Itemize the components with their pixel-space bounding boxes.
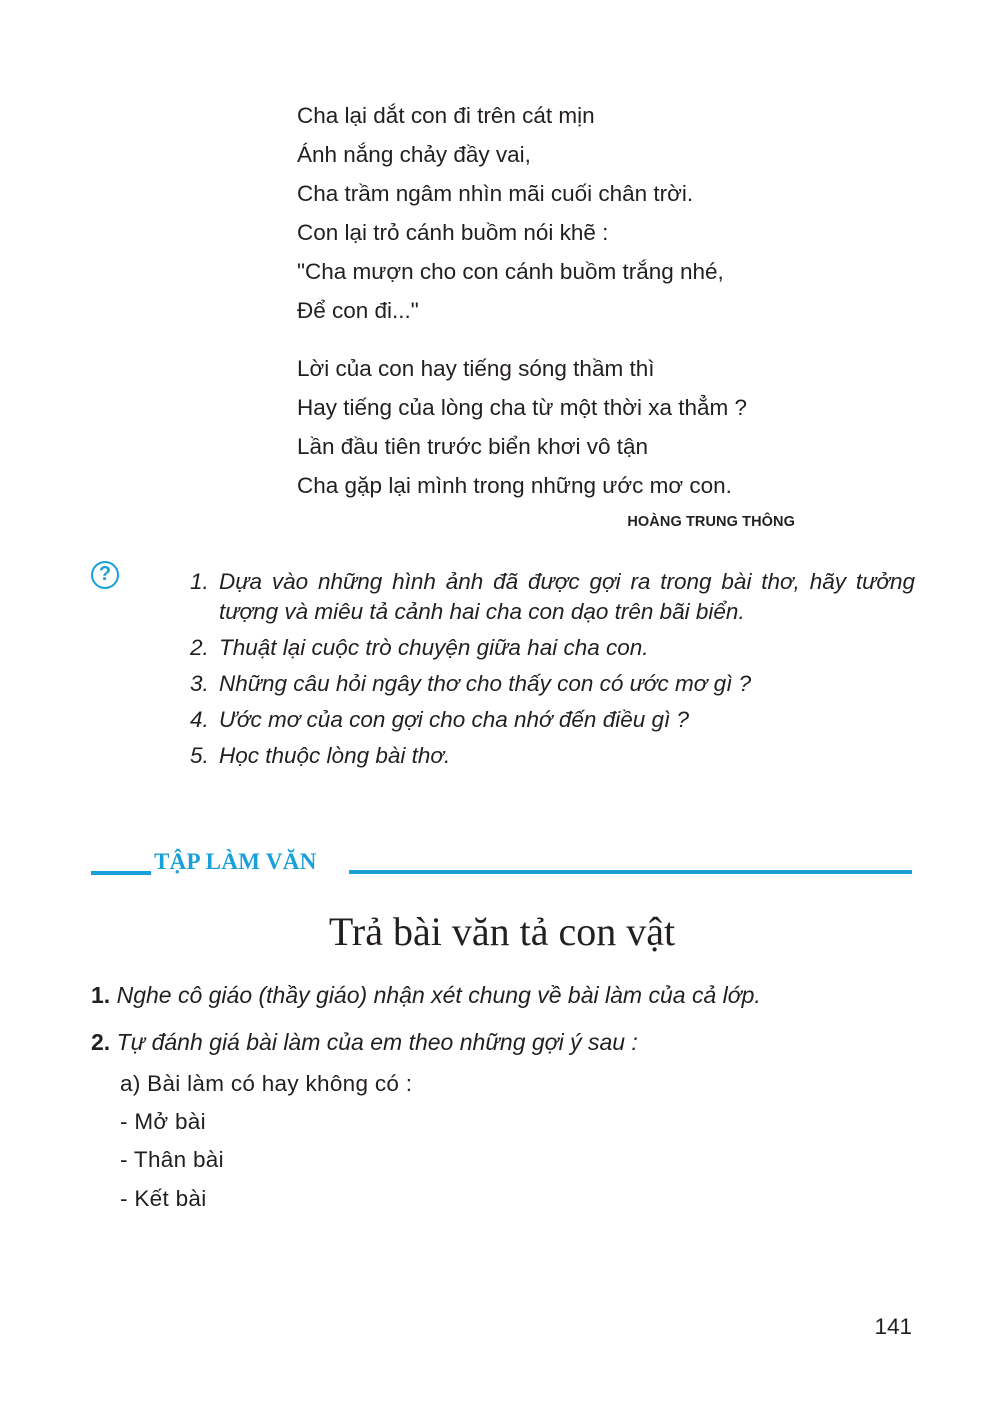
task-number: 2. bbox=[91, 1029, 111, 1055]
poem-line: Ánh nắng chảy đầy vai, bbox=[297, 142, 531, 167]
question-text: Học thuộc lòng bài thơ. bbox=[219, 743, 451, 768]
question-item bbox=[190, 633, 915, 663]
poem bbox=[297, 100, 857, 509]
page-number: 141 bbox=[874, 1314, 912, 1339]
question-text: Ước mơ của con gợi cho cha nhớ đến điều gì ? bbox=[219, 707, 690, 732]
sub-item: - Kết bài bbox=[120, 1186, 207, 1211]
section-heading: TẬP LÀM VĂN bbox=[154, 849, 317, 874]
section-rule-left bbox=[91, 871, 151, 875]
question-number: 2. bbox=[190, 635, 209, 660]
poem-line: "Cha mượn cho con cánh buồm trắng nhé, bbox=[297, 259, 724, 284]
section-rule-right bbox=[349, 870, 912, 874]
stanza-gap bbox=[297, 334, 857, 353]
poem-line: Cha gặp lại mình trong những ước mơ con. bbox=[297, 473, 732, 498]
task-text: Tự đánh giá bài làm của em theo những gợi ý sau : bbox=[116, 1029, 638, 1055]
task-item bbox=[91, 1027, 638, 1057]
poem-line: Con lại trỏ cánh buồm nói khẽ : bbox=[297, 220, 609, 245]
question-list bbox=[190, 567, 915, 777]
task-item bbox=[91, 980, 761, 1010]
poem-line: Cha lại dắt con đi trên cát mịn bbox=[297, 103, 595, 128]
lesson-title: Trả bài văn tả con vật bbox=[328, 909, 676, 954]
sub-item: a) Bài làm có hay không có : bbox=[120, 1071, 413, 1096]
question-item bbox=[190, 669, 915, 699]
question-number: 5. bbox=[190, 743, 209, 768]
question-item bbox=[190, 567, 915, 627]
question-text: Dựa vào những hình ảnh đã được gợi ra trong bài thơ, hãy tưởng tượng và miêu tả cảnh hai cha con dạo trên bãi biển. bbox=[219, 569, 915, 624]
task-text: Nghe cô giáo (thầy giáo) nhận xét chung về bài làm của cả lớp. bbox=[116, 982, 761, 1008]
poem-line: Hay tiếng của lòng cha từ một thời xa thẳm ? bbox=[297, 395, 748, 420]
poem-line: Cha trầm ngâm nhìn mãi cuối chân trời. bbox=[297, 181, 694, 206]
question-text: Những câu hỏi ngây thơ cho thấy con có ước mơ gì ? bbox=[219, 671, 752, 696]
poem-line: Lời của con hay tiếng sóng thầm thì bbox=[297, 356, 655, 381]
question-number: 1. bbox=[190, 569, 209, 594]
poem-line: Để con đi..." bbox=[297, 298, 419, 323]
sub-item: - Thân bài bbox=[120, 1147, 224, 1172]
question-text: Thuật lại cuộc trò chuyện giữa hai cha con. bbox=[219, 635, 649, 660]
task-number: 1. bbox=[91, 982, 111, 1008]
poem-line: Lần đầu tiên trước biển khơi vô tận bbox=[297, 434, 649, 459]
question-number: 4. bbox=[190, 707, 209, 732]
poem-author: HOÀNG TRUNG THÔNG bbox=[627, 514, 795, 530]
question-item bbox=[190, 741, 915, 771]
question-item bbox=[190, 705, 915, 735]
question-icon: ? bbox=[91, 561, 119, 589]
sub-item: - Mở bài bbox=[120, 1109, 206, 1134]
question-number: 3. bbox=[190, 671, 209, 696]
